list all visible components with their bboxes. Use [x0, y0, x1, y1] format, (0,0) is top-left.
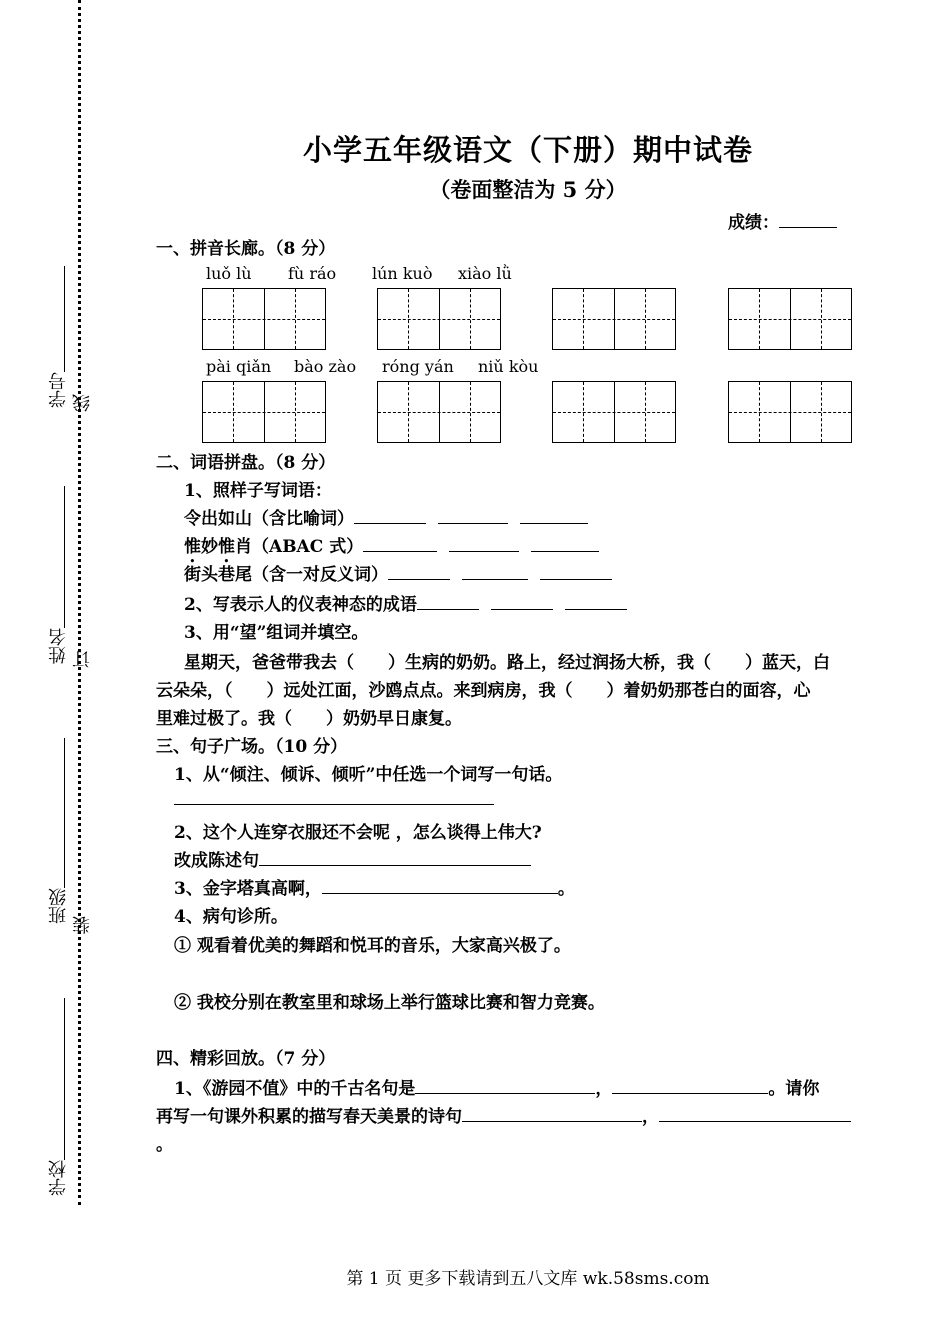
emphasis-char: 惟	[218, 537, 235, 557]
s4-line-2	[156, 1102, 851, 1127]
pinyin-7: róng yán	[382, 357, 454, 376]
tianzige-box-4[interactable]	[728, 288, 852, 350]
answer-blank[interactable]	[520, 509, 588, 524]
s2-line-2-text: 肖（ABAC 式）	[235, 537, 364, 557]
s3-q3-end: 。	[557, 879, 575, 899]
score-blank[interactable]	[779, 213, 837, 228]
binding-label-xingming: 姓名	[48, 628, 69, 664]
binding-label-xuexiao: 学校	[48, 1160, 69, 1196]
binding-label-xian: 线	[72, 394, 93, 412]
pinyin-4: xiào lǜ	[458, 264, 512, 283]
tianzige-box-5[interactable]	[202, 381, 326, 443]
page-title: 小学五年级语文（下册）期中试卷	[302, 133, 753, 167]
s4-line-1-text: 1、《游园不值》中的千古名句是	[174, 1079, 416, 1099]
s2-line-1	[184, 504, 588, 529]
s4-comma: ，	[595, 1079, 613, 1099]
score-field[interactable]	[728, 208, 837, 233]
tianzige-box-7[interactable]	[552, 381, 676, 443]
s2-line-2-char: 妙	[201, 537, 218, 557]
binding-blank-xingming	[64, 486, 65, 628]
tianzige-box-1[interactable]	[202, 288, 326, 350]
s3-q3-text: 3、金字塔真高啊，	[174, 879, 322, 899]
binding-blank-banji	[64, 738, 65, 888]
page-footer: 第 1 页 更多下载请到五八文库 wk.58sms.com	[346, 1269, 710, 1289]
s4-line-1	[174, 1074, 819, 1099]
section-3-heading: 三、句子广场。（10 分）	[156, 737, 348, 757]
s3-q3	[174, 874, 575, 899]
answer-blank[interactable]	[415, 1079, 595, 1094]
s2-paragraph-line-2: 云朵朵，（ ）远处江面，沙鸥点点。来到病房，我（ ）着奶奶那苍白的面容，心	[156, 681, 811, 701]
answer-blank[interactable]	[449, 537, 519, 552]
page-subtitle: （卷面整洁为 5 分）	[429, 177, 627, 202]
answer-blank[interactable]	[438, 509, 508, 524]
answer-blank[interactable]	[322, 879, 558, 894]
section-1-heading: 一、拼音长廊。（8 分）	[156, 239, 336, 259]
binding-label-zhuang: 装	[72, 916, 93, 934]
binding-label-banji: 班级	[48, 888, 69, 924]
s3-q1: 1、从“倾注、倾诉、倾听”中任选一个词写一句话。	[174, 765, 563, 785]
s3-q2b	[174, 846, 531, 871]
answer-blank[interactable]	[174, 804, 494, 805]
s4-comma: ，	[642, 1107, 659, 1127]
s2-line-1-text: 令出如山（含比喻词）	[184, 509, 354, 529]
tianzige-box-6[interactable]	[377, 381, 501, 443]
s3-q2b-text: 改成陈述句	[174, 851, 259, 871]
emphasis-char: 惟	[184, 537, 201, 557]
s3-q4-item-1: ① 观看着优美的舞蹈和悦耳的音乐，大家高兴极了。	[174, 936, 571, 956]
binding-label-ding: 订	[72, 650, 93, 668]
answer-blank[interactable]	[417, 595, 479, 610]
answer-blank[interactable]	[462, 565, 528, 580]
s2-q2-text: 2、写表示人的仪表神态的成语	[184, 595, 417, 615]
s3-q4-item-2: ② 我校分别在教室里和球场上举行篮球比赛和智力竞赛。	[174, 993, 605, 1013]
answer-blank[interactable]	[388, 565, 450, 580]
pinyin-1: luǒ lù	[206, 264, 252, 283]
answer-blank[interactable]	[363, 537, 437, 552]
pinyin-3: lún kuò	[372, 264, 433, 283]
section-4-heading: 四、精彩回放。（7 分）	[156, 1049, 336, 1069]
answer-blank[interactable]	[565, 595, 627, 610]
tianzige-box-8[interactable]	[728, 381, 852, 443]
s3-q2: 2、这个人连穿衣服还不会呢 ，怎么谈得上伟大?	[174, 823, 542, 843]
answer-blank[interactable]	[531, 537, 599, 552]
score-label: 成绩：	[728, 213, 779, 233]
pinyin-5: pài qiǎn	[206, 357, 272, 376]
binding-label-xuehao: 学号	[48, 372, 69, 408]
s2-q2	[184, 590, 627, 615]
s2-q1: 1、照样子写词语：	[184, 481, 332, 501]
s4-line-1-end: 。请你	[768, 1079, 820, 1099]
s4-line-3: 。	[156, 1135, 173, 1155]
answer-blank[interactable]	[462, 1107, 642, 1122]
tianzige-box-2[interactable]	[377, 288, 501, 350]
answer-blank[interactable]	[612, 1079, 768, 1094]
binding-blank-xuexiao	[64, 998, 65, 1160]
s2-q3: 3、用“望”组词并填空。	[184, 623, 369, 643]
pinyin-6: bào zào	[294, 357, 357, 376]
s2-line-3	[184, 560, 612, 585]
binding-blank-xuehao	[64, 266, 65, 372]
s2-line-3-text: 街头巷尾（含一对反义词）	[184, 565, 388, 585]
s4-line-2-text: 再写一句课外积累的描写春天美景的诗句	[156, 1107, 462, 1127]
s2-paragraph-line-3: 里难过极了。我（ ）奶奶早日康复。	[156, 709, 462, 729]
pinyin-8: niǔ kòu	[478, 357, 539, 376]
answer-blank[interactable]	[354, 509, 426, 524]
answer-blank[interactable]	[659, 1107, 851, 1122]
tianzige-box-3[interactable]	[552, 288, 676, 350]
answer-blank[interactable]	[491, 595, 553, 610]
s2-paragraph-line-1: 星期天，爸爸带我去（ ）生病的奶奶。路上，经过润扬大桥，我（ ）蓝天，白	[184, 653, 830, 673]
pinyin-2: fù ráo	[288, 264, 337, 283]
answer-blank[interactable]	[259, 851, 531, 866]
section-2-heading: 二、词语拼盘。（8 分）	[156, 453, 336, 473]
answer-blank[interactable]	[540, 565, 612, 580]
s3-q4: 4、病句诊所。	[174, 907, 288, 927]
